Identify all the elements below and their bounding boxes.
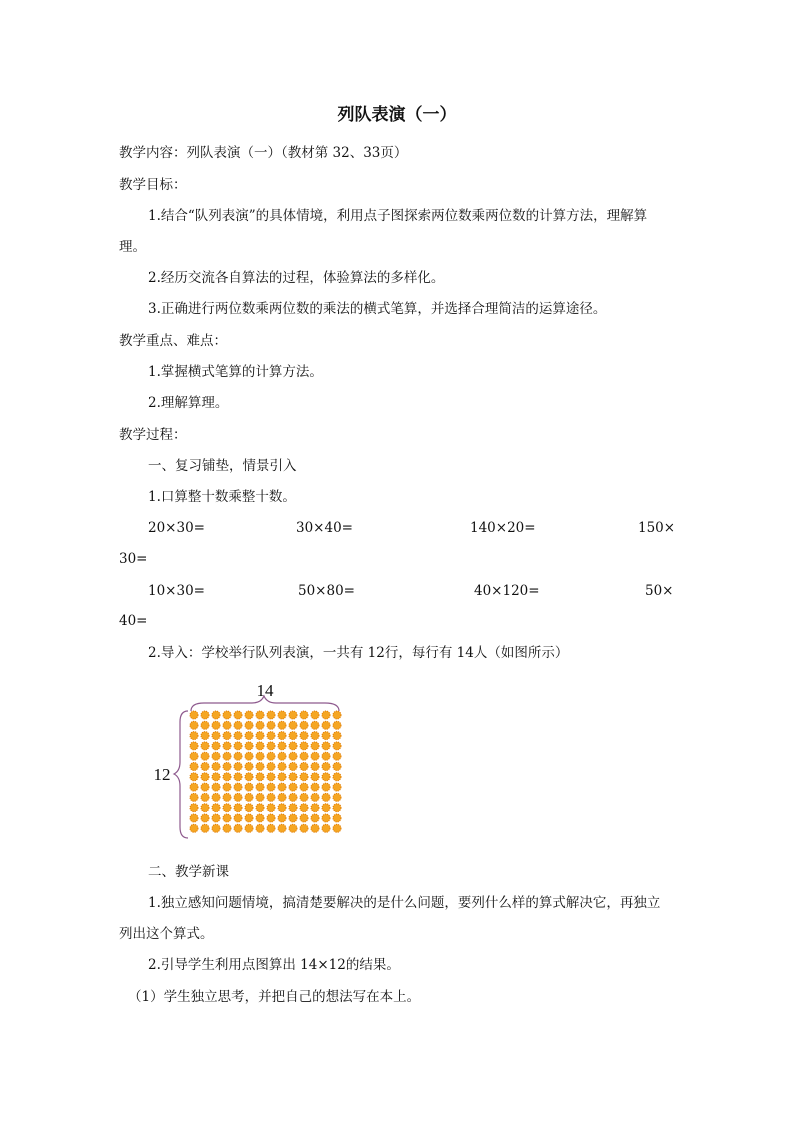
dot xyxy=(300,732,308,740)
dot xyxy=(278,711,286,719)
dot xyxy=(256,824,264,832)
dot xyxy=(201,763,209,771)
dot xyxy=(333,752,341,760)
dot xyxy=(223,763,231,771)
keypoints-heading: 教学重点、难点： xyxy=(119,333,227,349)
section-heading-1: 一、复习铺垫，情景引入 xyxy=(148,458,297,474)
dot xyxy=(212,793,220,801)
dot xyxy=(311,783,319,791)
dot xyxy=(223,732,231,740)
dot xyxy=(245,721,253,729)
calc-1: 20×30= xyxy=(148,520,205,536)
dot xyxy=(333,732,341,740)
dot xyxy=(322,711,330,719)
dot xyxy=(223,742,231,750)
dot xyxy=(267,742,275,750)
dot xyxy=(333,773,341,781)
dot xyxy=(256,721,264,729)
dot xyxy=(267,711,275,719)
goals-heading: 教学目标： xyxy=(119,177,187,193)
dot xyxy=(234,824,242,832)
calc-7: 40×120= xyxy=(474,583,540,599)
keypoint-item-2: 2.理解算理。 xyxy=(148,395,229,411)
dot xyxy=(234,742,242,750)
dot xyxy=(267,793,275,801)
dot xyxy=(234,763,242,771)
dot xyxy=(223,804,231,812)
keypoint-item-1: 1.掌握横式笔算的计算方法。 xyxy=(148,364,323,380)
dot xyxy=(190,824,198,832)
dot xyxy=(322,763,330,771)
calc-2: 30×40= xyxy=(296,520,353,536)
dot xyxy=(333,824,341,832)
dot xyxy=(278,742,286,750)
dot xyxy=(223,721,231,729)
dot xyxy=(201,824,209,832)
dot xyxy=(300,711,308,719)
dot xyxy=(256,711,264,719)
dot xyxy=(201,804,209,812)
dot xyxy=(245,752,253,760)
dot-grid xyxy=(190,711,341,832)
dot xyxy=(212,783,220,791)
goal-item-3: 3.正确进行两位数乘两位数的乘法的横式笔算，并选择合理简洁的运算途径。 xyxy=(148,301,607,317)
dot xyxy=(256,804,264,812)
dot xyxy=(289,752,297,760)
dot xyxy=(289,711,297,719)
top-label: 14 xyxy=(256,681,274,700)
dot xyxy=(201,752,209,760)
dot xyxy=(300,814,308,822)
dot xyxy=(278,793,286,801)
dot xyxy=(278,824,286,832)
dot xyxy=(311,824,319,832)
dot xyxy=(212,721,220,729)
dot xyxy=(256,742,264,750)
dot xyxy=(333,783,341,791)
dot xyxy=(289,742,297,750)
dot xyxy=(245,783,253,791)
calc-3: 140×20= xyxy=(470,520,536,536)
dot xyxy=(267,783,275,791)
teaching-content: 教学内容：列队表演（一）（教材第 32、33页） xyxy=(119,145,408,161)
dot xyxy=(223,793,231,801)
dot xyxy=(212,763,220,771)
dot xyxy=(190,804,198,812)
dot xyxy=(190,711,198,719)
dot xyxy=(333,793,341,801)
dot xyxy=(234,773,242,781)
dot xyxy=(300,721,308,729)
dot xyxy=(267,752,275,760)
dot xyxy=(201,793,209,801)
dot xyxy=(223,711,231,719)
dot xyxy=(322,773,330,781)
section-heading-2: 二、教学新课 xyxy=(148,864,229,880)
dot xyxy=(223,814,231,822)
dot xyxy=(234,732,242,740)
calc-4: 150× xyxy=(638,520,676,536)
dot xyxy=(256,752,264,760)
dot xyxy=(289,793,297,801)
dot xyxy=(289,773,297,781)
dot xyxy=(311,814,319,822)
dot xyxy=(278,763,286,771)
dot xyxy=(245,742,253,750)
dot xyxy=(300,773,308,781)
new-item-1-cont: 列出这个算式。 xyxy=(119,926,214,942)
dot xyxy=(256,783,264,791)
goal-item-1: 1.结合“队列表演”的具体情境，利用点子图探索两位数乘两位数的计算方法，理解算 xyxy=(148,208,648,224)
dot xyxy=(245,814,253,822)
dot xyxy=(300,804,308,812)
dot xyxy=(289,721,297,729)
dot xyxy=(190,793,198,801)
goal-item-1-cont: 理。 xyxy=(119,239,146,255)
dot xyxy=(322,721,330,729)
dot xyxy=(311,763,319,771)
dot xyxy=(300,783,308,791)
dot xyxy=(212,773,220,781)
dot xyxy=(190,721,198,729)
dot xyxy=(333,742,341,750)
dot xyxy=(201,711,209,719)
top-brace xyxy=(191,696,339,711)
dot xyxy=(245,824,253,832)
dot xyxy=(333,711,341,719)
calc-8-wrap: 40= xyxy=(119,613,148,629)
left-label: 12 xyxy=(153,765,171,784)
dot xyxy=(289,732,297,740)
dot xyxy=(278,752,286,760)
dot xyxy=(212,742,220,750)
dot xyxy=(267,804,275,812)
dot xyxy=(245,773,253,781)
dot xyxy=(234,721,242,729)
dot xyxy=(311,793,319,801)
new-item-1: 1.独立感知问题情境，搞清楚要解决的是什么问题，要列什么样的算式解决它，再独立 xyxy=(148,895,661,911)
dot xyxy=(212,711,220,719)
dot xyxy=(245,804,253,812)
dot xyxy=(322,824,330,832)
dot xyxy=(267,732,275,740)
dot xyxy=(212,804,220,812)
dot xyxy=(311,804,319,812)
page-title: 列队表演（一） xyxy=(337,105,457,125)
dot xyxy=(267,814,275,822)
dot xyxy=(223,824,231,832)
dot xyxy=(322,804,330,812)
step-2: 2.导入：学校举行队列表演，一共有 12行，每行有 14人（如图所示） xyxy=(148,645,569,661)
dot xyxy=(223,783,231,791)
dot xyxy=(201,721,209,729)
dot-array-figure xyxy=(148,678,348,846)
calc-6: 50×80= xyxy=(298,583,355,599)
dot xyxy=(245,732,253,740)
dot xyxy=(190,732,198,740)
dot xyxy=(300,824,308,832)
dot xyxy=(322,732,330,740)
dot xyxy=(190,814,198,822)
dot xyxy=(311,732,319,740)
dot xyxy=(333,763,341,771)
dot xyxy=(322,742,330,750)
dot xyxy=(201,814,209,822)
dot xyxy=(190,752,198,760)
dot xyxy=(278,783,286,791)
dot xyxy=(322,783,330,791)
calc-5: 10×30= xyxy=(148,583,205,599)
dot xyxy=(278,814,286,822)
dot xyxy=(212,824,220,832)
dot xyxy=(333,804,341,812)
dot xyxy=(212,752,220,760)
goal-item-2: 2.经历交流各自算法的过程，体验算法的多样化。 xyxy=(148,270,445,286)
dot xyxy=(212,814,220,822)
dot xyxy=(201,783,209,791)
dot xyxy=(333,814,341,822)
calc-8: 50× xyxy=(645,583,674,599)
dot xyxy=(234,814,242,822)
dot xyxy=(267,763,275,771)
dot-array-svg xyxy=(148,678,348,842)
dot xyxy=(267,773,275,781)
dot xyxy=(278,804,286,812)
dot xyxy=(267,824,275,832)
dot xyxy=(256,763,264,771)
dot xyxy=(278,773,286,781)
dot xyxy=(201,742,209,750)
dot xyxy=(289,804,297,812)
dot xyxy=(223,773,231,781)
dot xyxy=(300,752,308,760)
step-1: 1.口算整十数乘整十数。 xyxy=(148,489,296,505)
dot xyxy=(190,763,198,771)
dot xyxy=(234,752,242,760)
dot xyxy=(311,721,319,729)
dot xyxy=(234,793,242,801)
dot xyxy=(223,752,231,760)
dot xyxy=(311,742,319,750)
dot xyxy=(234,711,242,719)
new-item-2: 2.引导学生利用点图算出 14×12的结果。 xyxy=(148,957,400,973)
left-brace xyxy=(174,711,188,838)
dot xyxy=(311,752,319,760)
dot xyxy=(300,742,308,750)
dot xyxy=(201,773,209,781)
dot xyxy=(245,793,253,801)
calc-4-wrap: 30= xyxy=(119,551,148,567)
new-item-2-sub-1: （1）学生独立思考，并把自己的想法写在本上。 xyxy=(128,989,421,1005)
dot xyxy=(289,763,297,771)
dot xyxy=(289,824,297,832)
dot xyxy=(267,721,275,729)
dot xyxy=(190,742,198,750)
dot xyxy=(300,793,308,801)
dot xyxy=(278,732,286,740)
dot xyxy=(289,814,297,822)
dot xyxy=(256,814,264,822)
dot xyxy=(333,721,341,729)
dot xyxy=(256,732,264,740)
dot xyxy=(245,763,253,771)
dot xyxy=(234,783,242,791)
dot xyxy=(300,763,308,771)
dot xyxy=(190,783,198,791)
dot xyxy=(289,783,297,791)
dot xyxy=(322,793,330,801)
dot xyxy=(311,773,319,781)
dot xyxy=(322,814,330,822)
dot xyxy=(322,752,330,760)
dot xyxy=(212,732,220,740)
dot xyxy=(256,793,264,801)
dot xyxy=(234,804,242,812)
dot xyxy=(256,773,264,781)
process-heading: 教学过程： xyxy=(119,427,187,443)
dot xyxy=(278,721,286,729)
dot xyxy=(245,711,253,719)
dot xyxy=(190,773,198,781)
dot xyxy=(201,732,209,740)
dot xyxy=(311,711,319,719)
